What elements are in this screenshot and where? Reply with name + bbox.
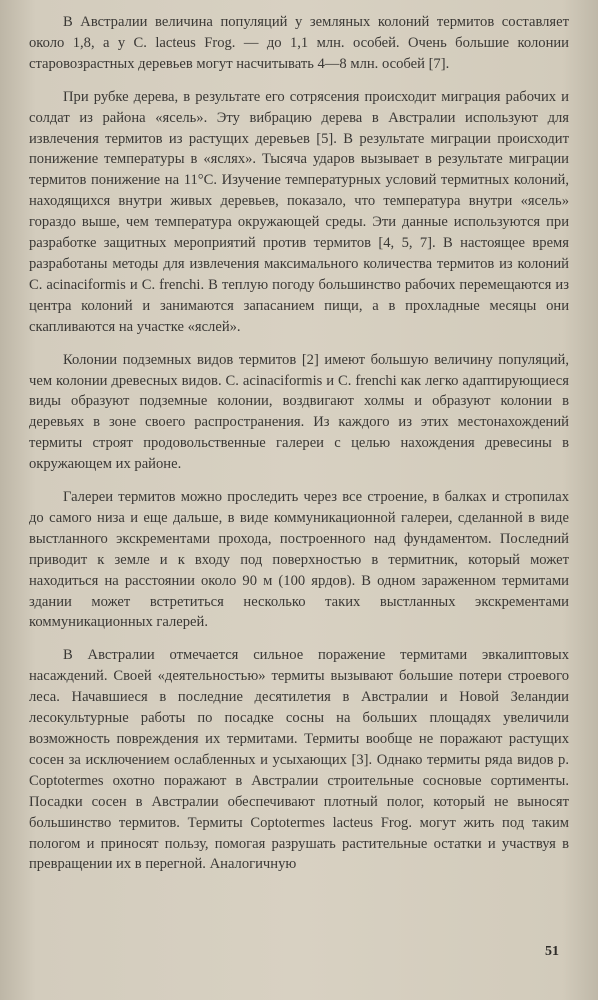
paragraph-3: Колонии подземных видов термитов [2] имеют большую величину популяций, чем колонии древесных видов. C. acinaciformis и C. frenchi как легко адаптирующиеся виды образуют подземные колонии, воздвигают холмы и образуют колонии в деревьях в зоне своего распространения. Из каждого из этих местонахождений термиты строят продовольственные галереи с целью нахождения древесины в окружающем их районе. [29,351,569,473]
paragraph-5: В Австралии отмечается сильное поражение термитами эвкалиптовых насаждений. Своей «деятельностью» термиты вызывают большие потери строевого леса. Начавшиеся в последние десятилетия в Австралии и Новой Зеландии лесокультурные работы по посадке сосны на больших площадях увеличили возможность повреждения их термитами. Термиты вообще не поражают растущих сосен за исключением ослабленных и усыхающих [3]. Однако термиты ряда видов р. Coptotermes охотно поражают в Австралии строительные сосновые сортименты. Посадки сосен в Австралии обеспечивают плотный полог, который не выносят большинство термитов. Термиты Coptotermes lacteus Frog. могут жить под таким пологом и приносят пользу, помогая разрушать растительные остатки и участвуя в превращении их в перегной. Аналогичную [29,647,569,873]
paragraph-2: При рубке дерева, в результате его сотрясения происходит миграция рабочих и солдат из района «ясель». Эту вибрацию дерева в Австралии используют для извлечения термитов из растущих деревьев [5]. В результате миграции происходит понижение температуры в «яслях». Тысяча ударов вызывает в результате миграции термитов понижение на 11°C. Изучение температурных условий термитных колоний, находящихся внутри живых деревьев, показало, что температура внутри «ясель» гораздо выше, чем температура окружающей среды. Эти данные используются при разработке защитных мероприятий против термитов [4, 5, 7]. В настоящее время разработаны методы для извлечения максимального количества термитов из колоний C. acinaciformis и C. frenchi. В теплую погоду большинство рабочих перемещаются из центра колоний и занимаются запасанием пищи, а в прохладные месяцы они скапливаются на участке «яслей». [29,88,569,335]
paragraph-1: В Австралии величина популяций у земляных колоний термитов составляет около 1,8, а у C. lacteus Frog. — до 1,1 млн. особей. Очень большие колонии старовозрастных деревьев могут насчитывать 4—8 млн. особей [7]. [29,14,569,72]
page-number: 51 [545,944,559,959]
paragraph-4: Галереи термитов можно проследить через все строение, в балках и стропилах до самого низа и еще дальше, в виде коммуникационной галереи, сделанной в виде выстланного экскрементами прохода, построенного над фундаментом. Последний приводит к земле и к входу под поверхностью в термитник, который может находиться на расстоянии около 90 м (100 ярдов). В одном зараженном термитами здании может встретиться несколько таких выстланных экскрементами коммуникационных галерей. [29,489,569,631]
